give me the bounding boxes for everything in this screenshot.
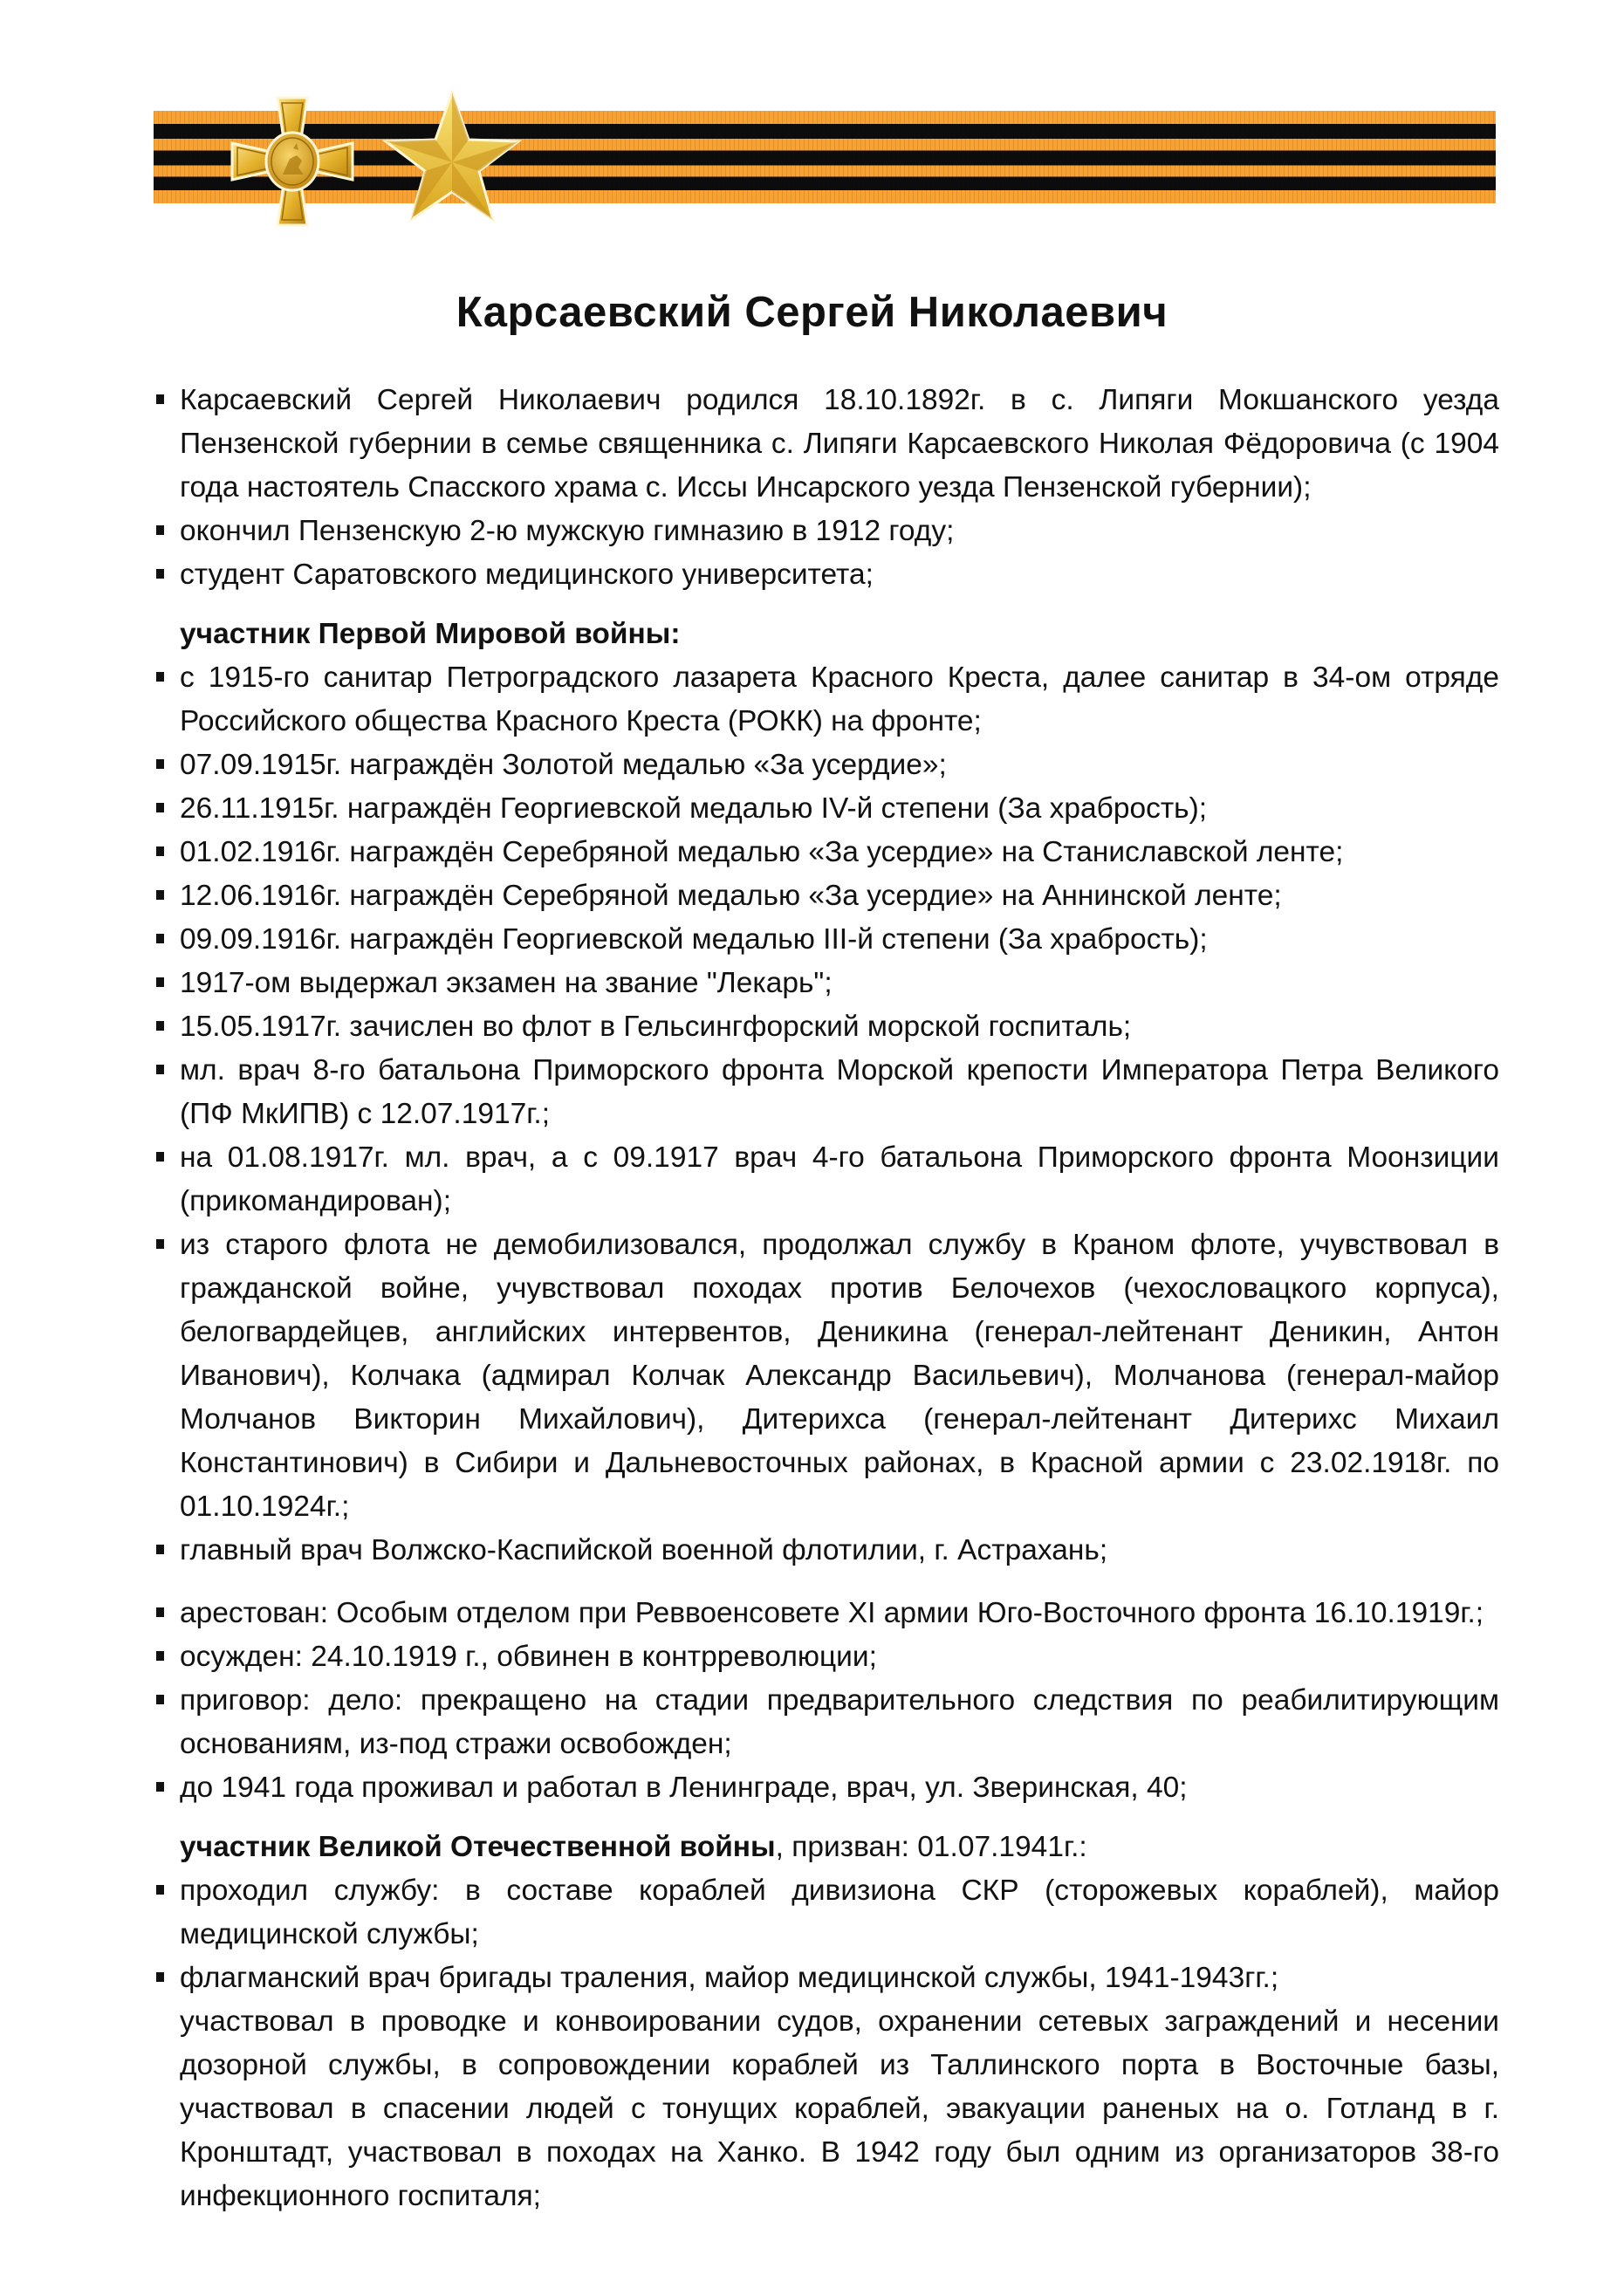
paragraph: участвовал в проводке и конвоировании судов, охранении сетевых заграждений и несении дозорной службы, в сопровождении кораблей из Таллинского порта в Восточные базы, участвовал в спасении людей с тонущих кораблей, эвакуации раненых на о. Готланд в г. Кронштадт, участвовал в походах на Ханко. В 1942 году был одним из организаторов 38-го инфекционного госпиталя; [180,2005,1499,2212]
page-title: Карсаевский Сергей Николаевич [456,289,1168,336]
gold-star-icon [382,89,522,230]
list-item: 09.09.1916г. награждён Георгиевской медалью III-й степени (За храбрость); [180,918,1499,962]
list-item: приговор: дело: прекращено на стадии предварительного следствия по реабилитирующим основаниям, из-под стражи освобожден; [180,1679,1499,1766]
biography [180,379,1499,2218]
list-item: 1917-ом выдержал экзамен на звание "Лекарь"; [180,962,1499,1005]
list-item: мл. врач 8-го батальона Приморского фронта Морской крепости Императора Петра Великого (ПФ МкИПВ) с 12.07.1917г.; [180,1049,1499,1136]
list-item: 12.06.1916г. награждён Серебряной медалью «За усердие» на Аннинской ленте; [180,874,1499,918]
list-item: 01.02.1916г. награждён Серебряной медалью «За усердие» на Станиславской ленте; [180,831,1499,874]
list-item: главный врач Волжско-Каспийской военной флотилии, г. Астрахань; [180,1529,1499,1573]
list-item: из старого флота не демобилизовался, продолжал службу в Краном флоте, учувствовал в гражданской войне, учувствовал походах против Белочехов (чехословацкого корпуса), белогвардейцев, английских интервентов, Деникина (генерал-лейтенант Деникин, Антон Иванович), Колчака (адмирал Колчак Александр Васильевич), Молчанова (генерал-майор Молчанов Викторин Михайлович), Дитерихса (генерал-лейтенант Дитерихс Михаил Константинович) в Сибири и Дальневосточных районах, в Красной армии с 23.02.1918г. по 01.10.1924г.; [180,1223,1499,1529]
st-george-cross-icon [229,94,356,229]
list-item: осужден: 24.10.1919 г., обвинен в контрреволюции; [180,1635,1499,1679]
list-item: 26.11.1915г. награждён Георгиевской медалью IV-й степени (За храбрость); [180,787,1499,831]
banner [154,84,1496,237]
section-heading-ww2-title: участник Великой Отечественной войны [180,1831,776,1863]
list-item: 15.05.1917г. зачислен во флот в Гельсингфорский морской госпиталь; [180,1005,1499,1049]
list-item: проходил службу: в составе кораблей дивизиона СКР (сторожевых кораблей), майор медицинской службы; [180,1869,1499,1957]
list-item: до 1941 года проживал и работал в Ленинграде, врач, ул. Зверинская, 40; [180,1766,1499,1810]
list-item: арестован: Особым отделом при Реввоенсовете XI армии Юго-Восточного фронта 16.10.1919г.; [180,1592,1499,1635]
section-heading-ww2 [180,1826,1499,1869]
list-item: окончил Пензенскую 2-ю мужскую гимназию в 1912 году; [180,510,1499,553]
list-item: студент Саратовского медицинского университета; [180,553,1499,597]
list-item: флагманский врач бригады траления, майор медицинской службы, 1941-1943гг.; [180,1957,1499,2000]
list-item: Карсаевский Сергей Николаевич родился 18.10.1892г. в с. Липяги Мокшанского уезда Пензенской губернии в семье священника с. Липяги Карсаевского Николая Фёдоровича (с 1904 года настоятель Спасского храма с. Иссы Инсарского уезда Пензенской губернии); [180,379,1499,510]
list-item: с 1915-го санитар Петроградского лазарета Красного Креста, далее санитар в 34-ом отряде Российского общества Красного Креста (РОКК) на фронте; [180,656,1499,744]
section-heading-ww2-suffix: , призван: 01.07.1941г.: [775,1831,1087,1863]
section-heading-ww1: участник Первой Мировой войны: [180,618,681,650]
list-item: 07.09.1915г. награждён Золотой медалью «За усердие»; [180,744,1499,787]
list-item: на 01.08.1917г. мл. врач, а с 09.1917 врач 4-го батальона Приморского фронта Моонзиции (прикомандирован); [180,1136,1499,1223]
